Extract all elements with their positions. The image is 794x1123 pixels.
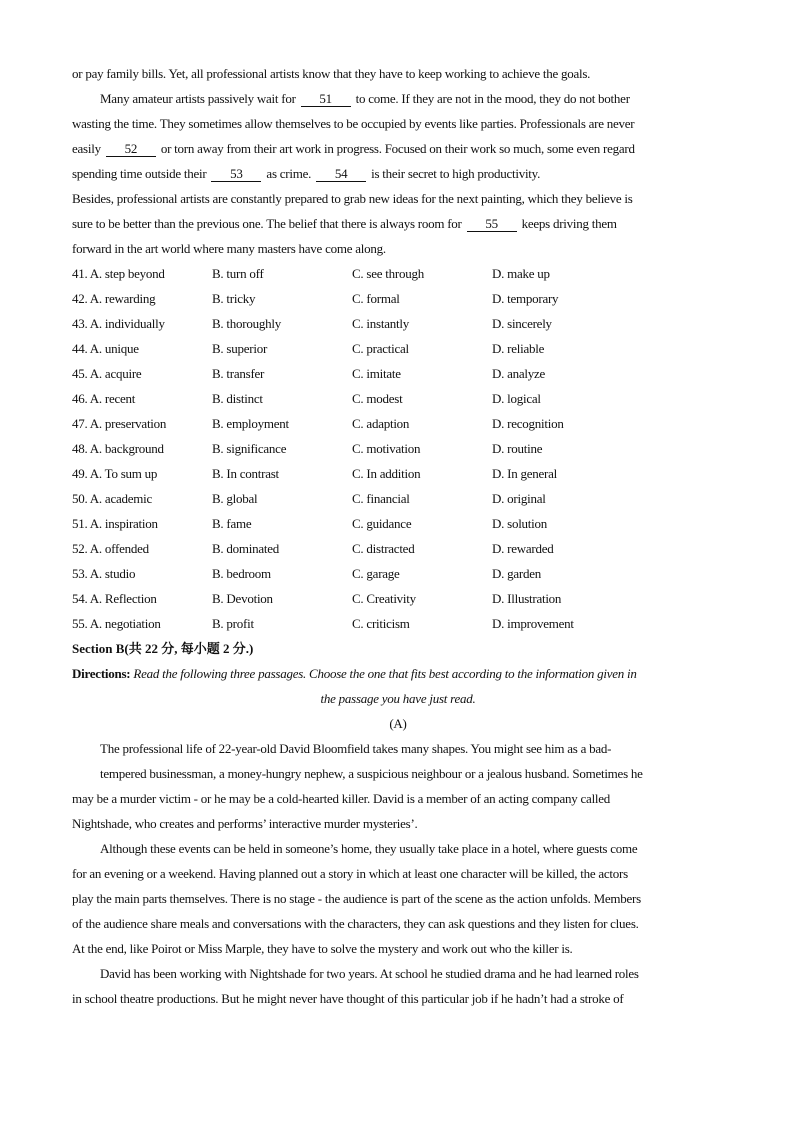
blank-number: 54 (316, 167, 366, 182)
passage-line: may be a murder victim - or he may be a cold-hearted killer. David is a member of an acting company called (72, 791, 611, 806)
option-row (72, 611, 724, 636)
option-c: C. criticism (352, 616, 410, 631)
passage-line (72, 136, 724, 161)
option-a: 51. A. inspiration (72, 516, 158, 531)
option-d: D. improvement (492, 616, 574, 631)
passage-line: At the end, like Poirot or Miss Marple, they have to solve the mystery and work out who the killer is. (72, 941, 573, 956)
option-row (72, 436, 724, 461)
option-d: D. sincerely (492, 316, 552, 331)
option-d: D. solution (492, 516, 548, 531)
option-d: D. logical (492, 391, 541, 406)
option-row (72, 386, 724, 411)
text-segment: easily (72, 141, 104, 156)
option-b: B. significance (212, 441, 287, 456)
option-row (72, 561, 724, 586)
passage-line: in school theatre productions. But he might never have thought of this particular job if he hadn’t had a stroke of (72, 991, 624, 1006)
option-row (72, 461, 724, 486)
blank-53 (209, 161, 263, 186)
passage-line: David has been working with Nightshade for two years. At school he studied drama and he had learned roles (100, 966, 639, 981)
document-page (72, 61, 724, 1011)
option-a: 45. A. acquire (72, 366, 142, 381)
option-d: D. garden (492, 566, 542, 581)
option-b: B. dominated (212, 541, 280, 556)
option-row (72, 411, 724, 436)
option-a: 52. A. offended (72, 541, 149, 556)
text-segment: keeps driving them (521, 216, 617, 231)
option-row (72, 261, 724, 286)
option-d: D. analyze (492, 366, 546, 381)
option-c: C. see through (352, 266, 424, 281)
option-a: 41. A. step beyond (72, 266, 165, 281)
blank-54 (314, 161, 368, 186)
passage-line (72, 86, 724, 111)
option-row (72, 586, 724, 611)
option-d: D. recognition (492, 416, 564, 431)
option-b: B. fame (212, 516, 252, 531)
passage-a (72, 736, 724, 1011)
option-b: B. transfer (212, 366, 265, 381)
passage-line: tempered businessman, a money-hungry nephew, a suspicious neighbour or a jealous husband. Sometimes he (100, 766, 643, 781)
option-d: D. original (492, 491, 546, 506)
option-d: D. In general (492, 466, 557, 481)
option-b: B. In contrast (212, 466, 279, 481)
option-row (72, 486, 724, 511)
option-c: C. Creativity (352, 591, 416, 606)
option-a: 48. A. background (72, 441, 164, 456)
passage-line: or pay family bills. Yet, all professional artists know that they have to keep working to achieve the goals. (72, 66, 591, 81)
option-d: D. Illustration (492, 591, 562, 606)
passage-line: The professional life of 22-year-old David Bloomfield takes many shapes. You might see him as a bad- (100, 741, 612, 756)
option-b: B. tricky (212, 291, 256, 306)
passage-line (72, 211, 724, 236)
option-row (72, 336, 724, 361)
directions (72, 661, 724, 686)
option-b: B. employment (212, 416, 289, 431)
option-a: 42. A. rewarding (72, 291, 156, 306)
passage-line: Besides, professional artists are constantly prepared to grab new ideas for the next painting, which they believe is (72, 191, 633, 206)
option-c: C. In addition (352, 466, 421, 481)
option-a: 44. A. unique (72, 341, 139, 356)
option-b: B. Devotion (212, 591, 273, 606)
option-a: 55. A. negotiation (72, 616, 161, 631)
option-c: C. garage (352, 566, 400, 581)
directions-text-cont: the passage you have just read. (320, 691, 476, 706)
option-d: D. make up (492, 266, 550, 281)
passage-line: play the main parts themselves. There is no stage - the audience is part of the scene as the action unfolds. Members (72, 891, 641, 906)
passage-line: wasting the time. They sometimes allow themselves to be occupied by events like parties. Professionals are never (72, 116, 635, 131)
option-a: 47. A. preservation (72, 416, 167, 431)
passage-line (72, 161, 724, 186)
passage-line: of the audience share meals and conversations with the characters, they can ask questions and they listen for clues. (72, 916, 639, 931)
option-a: 49. A. To sum up (72, 466, 158, 481)
option-c: C. modest (352, 391, 403, 406)
text-segment: as crime. (266, 166, 315, 181)
blank-number: 53 (211, 167, 261, 182)
option-d: D. temporary (492, 291, 559, 306)
option-d: D. reliable (492, 341, 545, 356)
option-a: 50. A. academic (72, 491, 152, 506)
section-b-title: Section B(共 22 分, 每小题 2 分.) (72, 641, 254, 656)
passage-line: Nightshade, who creates and performs’ interactive murder mysteries’. (72, 816, 418, 831)
options-list (72, 261, 724, 636)
option-row (72, 536, 724, 561)
option-c: C. guidance (352, 516, 412, 531)
blank-51 (299, 86, 353, 111)
option-row (72, 361, 724, 386)
directions-text: Read the following three passages. Choose the one that fits best according to the information given in (133, 666, 637, 681)
text-segment: Many amateur artists passively wait for (100, 91, 299, 106)
text-segment: sure to be better than the previous one. The belief that there is always room for (72, 216, 465, 231)
option-d: D. routine (492, 441, 543, 456)
option-row (72, 311, 724, 336)
option-b: B. superior (212, 341, 268, 356)
text-segment: is their secret to high productivity. (371, 166, 541, 181)
passage-line: Although these events can be held in someone’s home, they usually take place in a hotel, where guests come (100, 841, 638, 856)
blank-number: 52 (106, 142, 156, 157)
option-c: C. motivation (352, 441, 421, 456)
option-c: C. adaption (352, 416, 410, 431)
option-a: 43. A. individually (72, 316, 165, 331)
blank-55 (465, 211, 519, 236)
blank-number: 51 (301, 92, 351, 107)
directions-label: Directions: (72, 666, 131, 681)
option-b: B. distinct (212, 391, 263, 406)
blank-52 (104, 136, 158, 161)
option-a: 54. A. Reflection (72, 591, 157, 606)
option-b: B. profit (212, 616, 254, 631)
option-row (72, 511, 724, 536)
passage-line: for an evening or a weekend. Having planned out a story in which at least one character will be killed, the actors (72, 866, 628, 881)
text-segment: or torn away from their art work in progress. Focused on their work so much, some even regard (160, 141, 635, 156)
cloze-passage (72, 61, 724, 261)
option-c: C. imitate (352, 366, 401, 381)
option-c: C. formal (352, 291, 400, 306)
option-b: B. thoroughly (212, 316, 281, 331)
option-c: C. distracted (352, 541, 415, 556)
option-b: B. turn off (212, 266, 264, 281)
option-c: C. practical (352, 341, 409, 356)
option-c: C. instantly (352, 316, 409, 331)
option-a: 53. A. studio (72, 566, 136, 581)
passage-line: forward in the art world where many masters have come along. (72, 241, 386, 256)
text-segment: spending time outside their (72, 166, 210, 181)
option-d: D. rewarded (492, 541, 554, 556)
option-a: 46. A. recent (72, 391, 136, 406)
passage-label: (A) (389, 716, 407, 731)
option-b: B. bedroom (212, 566, 271, 581)
option-b: B. global (212, 491, 258, 506)
option-c: C. financial (352, 491, 410, 506)
text-segment: to come. If they are not in the mood, they do not bother (355, 91, 630, 106)
option-row (72, 286, 724, 311)
blank-number: 55 (467, 217, 517, 232)
